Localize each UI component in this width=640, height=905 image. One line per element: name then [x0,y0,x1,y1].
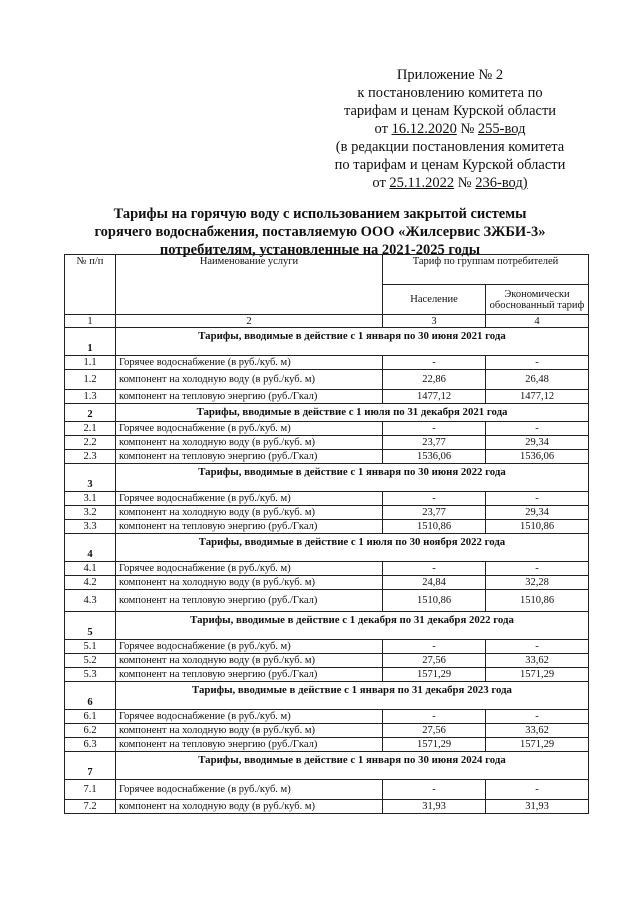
row-number: 5.1 [65,640,116,654]
section-row [65,328,589,356]
service-name: компонент на холодную воду (в руб./куб. м) [116,436,383,450]
table-row [65,800,589,814]
economic-value: 31,93 [486,800,589,814]
table-row [65,738,589,752]
appendix-line: тарифам и ценам Курской области [343,103,557,119]
row-number: 7.1 [65,780,116,800]
population-value: 22,86 [383,370,486,390]
section-row [65,534,589,562]
table-row [65,492,589,506]
row-number: 1.2 [65,370,116,390]
section-title: Тарифы, вводимые в действие с 1 декабря по 31 декабря 2022 года [116,612,589,640]
section-number: 1 [65,328,116,356]
section-number: 3 [65,464,116,492]
service-name: Горячее водоснабжение (в руб./куб. м) [116,710,383,724]
table-row [65,422,589,436]
population-value: 1477,12 [383,390,486,404]
section-title: Тарифы, вводимые в действие с 1 января по 30 июня 2022 года [116,464,589,492]
economic-value: 33,62 [486,654,589,668]
appendix-line: (в редакции постановления комитета [335,139,565,155]
service-name: Горячее водоснабжение (в руб./куб. м) [116,356,383,370]
row-number: 4.2 [65,576,116,590]
population-value: 1510,86 [383,590,486,612]
table-row [65,390,589,404]
table-row [65,436,589,450]
service-name: компонент на холодную воду (в руб./куб. м) [116,506,383,520]
appendix-line-date: от 25.11.2022 № 236-вод) [372,175,528,191]
section-number: 4 [65,534,116,562]
row-number: 5.3 [65,668,116,682]
section-title: Тарифы, вводимые в действие с 1 января по 30 июня 2021 года [116,328,589,356]
col-number: 2 [116,315,383,328]
col-number: 1 [65,315,116,328]
economic-value: - [486,422,589,436]
economic-value: - [486,562,589,576]
economic-value: 32,28 [486,576,589,590]
section-row [65,612,589,640]
row-number: 4.3 [65,590,116,612]
section-row [65,752,589,780]
economic-value: 1510,86 [486,590,589,612]
document-title: Тарифы на горячую воду с использованием закрытой системы горячего водоснабжения, поставляемую ООО «Жилсервис ЗЖБИ-3» потребителям, установленные на 2021-2025 годы [94,206,546,258]
section-title: Тарифы, вводимые в действие с 1 января по 30 июня 2024 года [116,752,589,780]
economic-value: 29,34 [486,436,589,450]
section-title: Тарифы, вводимые в действие с 1 января по 31 декабря 2023 года [116,682,589,710]
economic-value: 26,48 [486,370,589,390]
table-row [65,710,589,724]
row-number: 2.3 [65,450,116,464]
row-number: 6.3 [65,738,116,752]
population-value: 27,56 [383,654,486,668]
section-title: Тарифы, вводимые в действие с 1 июля по 31 декабря 2021 года [116,404,589,422]
population-value: 1536,06 [383,450,486,464]
economic-value: 1477,12 [486,390,589,404]
population-value: 24,84 [383,576,486,590]
table-row [65,724,589,738]
service-name: Горячее водоснабжение (в руб./куб. м) [116,492,383,506]
service-name: компонент на холодную воду (в руб./куб. м) [116,800,383,814]
header-num: № п/п [65,255,116,315]
table-row [65,668,589,682]
economic-value: - [486,492,589,506]
table-row [65,780,589,800]
row-number: 2.1 [65,422,116,436]
economic-value: 1571,29 [486,668,589,682]
row-number: 3.2 [65,506,116,520]
table-row [65,590,589,612]
row-number: 1.3 [65,390,116,404]
service-name: компонент на холодную воду (в руб./куб. м) [116,370,383,390]
economic-value: 1510,86 [486,520,589,534]
appendix-line-date: от 16.12.2020 № 255-вод [374,121,526,137]
appendix-line: Приложение № 2 [396,67,504,83]
row-number: 4.1 [65,562,116,576]
table-row [65,654,589,668]
row-number: 6.2 [65,724,116,738]
population-value: - [383,640,486,654]
economic-value: - [486,710,589,724]
row-number: 6.1 [65,710,116,724]
economic-value: - [486,640,589,654]
economic-value: - [486,780,589,800]
row-number: 7.2 [65,800,116,814]
table-row [65,640,589,654]
row-number: 3.3 [65,520,116,534]
header-service: Наименование услуги [116,255,383,315]
section-number: 2 [65,404,116,422]
population-value: - [383,356,486,370]
table-row [65,356,589,370]
service-name: компонент на холодную воду (в руб./куб. м) [116,654,383,668]
section-number: 5 [65,612,116,640]
row-number: 1.1 [65,356,116,370]
service-name: Горячее водоснабжение (в руб./куб. м) [116,640,383,654]
economic-value: 1536,06 [486,450,589,464]
service-name: компонент на тепловую энергию (руб./Гкал) [116,668,383,682]
table-row [65,370,589,390]
tariff-table [64,254,589,814]
population-value: 23,77 [383,436,486,450]
service-name: компонент на тепловую энергию (руб./Гкал) [116,738,383,752]
section-row [65,404,589,422]
population-value: - [383,780,486,800]
economic-value: - [486,356,589,370]
economic-value: 33,62 [486,724,589,738]
row-number: 2.2 [65,436,116,450]
population-value: 27,56 [383,724,486,738]
appendix-line: к постановлению комитета по [357,85,543,101]
service-name: Горячее водоснабжение (в руб./куб. м) [116,780,383,800]
population-value: - [383,422,486,436]
col-number: 3 [383,315,486,328]
service-name: компонент на тепловую энергию (руб./Гкал) [116,520,383,534]
economic-value: 1571,29 [486,738,589,752]
header-tariff-group: Тариф по группам потребителей [383,255,589,285]
appendix-line: по тарифам и ценам Курской области [334,157,566,173]
population-value: 31,93 [383,800,486,814]
service-name: Горячее водоснабжение (в руб./куб. м) [116,562,383,576]
header-population: Население [383,285,486,315]
population-value: - [383,562,486,576]
section-number: 6 [65,682,116,710]
section-number: 7 [65,752,116,780]
table-row [65,506,589,520]
population-value: - [383,710,486,724]
col-number: 4 [486,315,589,328]
row-number: 5.2 [65,654,116,668]
table-body [65,328,589,814]
service-name: компонент на тепловую энергию (руб./Гкал) [116,390,383,404]
table-row [65,450,589,464]
service-name: компонент на холодную воду (в руб./куб. м) [116,724,383,738]
service-name: компонент на тепловую энергию (руб./Гкал) [116,590,383,612]
header-economic: Экономически обоснованный тариф [486,285,589,315]
population-value: 1571,29 [383,738,486,752]
population-value: 1571,29 [383,668,486,682]
table-row [65,562,589,576]
section-title: Тарифы, вводимые в действие с 1 июля по 30 ноября 2022 года [116,534,589,562]
economic-value: 29,34 [486,506,589,520]
table-row [65,520,589,534]
population-value: 23,77 [383,506,486,520]
row-number: 3.1 [65,492,116,506]
population-value: 1510,86 [383,520,486,534]
appendix-header [300,66,600,192]
section-row [65,682,589,710]
service-name: компонент на тепловую энергию (руб./Гкал) [116,450,383,464]
population-value: - [383,492,486,506]
service-name: компонент на холодную воду (в руб./куб. м) [116,576,383,590]
section-row [65,464,589,492]
table-row [65,576,589,590]
service-name: Горячее водоснабжение (в руб./куб. м) [116,422,383,436]
